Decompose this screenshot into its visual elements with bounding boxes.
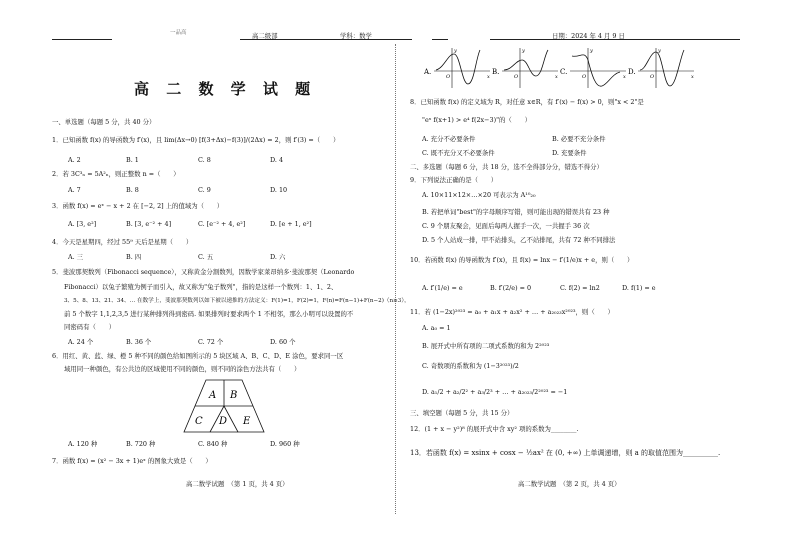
svg-text:B.: B. — [492, 68, 500, 76]
q2-option-b: B. 8 — [126, 186, 139, 194]
svg-text:O: O — [582, 74, 587, 80]
svg-text:A.: A. — [424, 68, 432, 76]
q4-option-b: B. 四 — [126, 253, 142, 261]
section-2-heading: 二、多选题（每题 6 分，共 18 分，选不全得部分分，错选不得分） — [410, 163, 603, 171]
q6-line-2: 域用同一种颜色，有公共边的区域使用不同的颜色，则不同的涂色方法共有（ ） — [64, 365, 301, 373]
q5-option-c: C. 72 个 — [198, 338, 224, 346]
q1-option-b: B. 1 — [126, 156, 139, 164]
q4-option-d: D. 六 — [270, 253, 286, 261]
q3-option-b: B. [3, e⁻² + 4] — [126, 220, 172, 228]
q3-text: 3．函数 f(x) = eˣ − x + 2 在 [−2, 2] 上的值域为（ ） — [52, 202, 224, 210]
q4-option-a: A. 三 — [68, 253, 84, 261]
svg-text:x: x — [555, 74, 558, 80]
q6-line-1: 6．用红、黄、蓝、绿、橙 5 种不同的颜色给如图所示的 5 块区域 A、B、C、D、E 涂色，要求同一区 — [52, 352, 344, 360]
q5-option-b: B. 36 个 — [126, 338, 152, 346]
q11-option-d: D. a₁/2 + a₂/2² + a₃/2³ + … + a₂₀₂₃/2²⁰²³ = −1 — [422, 388, 568, 396]
header-date: 日期：2024 年 4 月 9 日 — [552, 32, 625, 40]
section-1-heading: 一、单选题（每题 5 分，共 40 分） — [52, 118, 156, 126]
q11-option-b: B. 展开式中所有项的二项式系数的和为 2²⁰²³ — [422, 342, 550, 350]
column-divider — [395, 44, 396, 514]
svg-text:D.: D. — [628, 68, 636, 76]
q5-line-5: 同密码有（ ） — [64, 323, 116, 331]
svg-text:y: y — [658, 48, 661, 54]
q2-option-a: A. 7 — [68, 186, 81, 194]
q7-graph-c — [560, 46, 630, 90]
region-c-label: C — [195, 416, 203, 427]
q3-option-d: D. [e + 1, e²] — [270, 220, 312, 228]
q8-option-a: A. 充分不必要条件 — [422, 135, 476, 143]
q12-text: 12．(1 + x − y²)⁸ 的展开式中含 xy² 项的系数为________. — [410, 425, 579, 433]
left-footer: 高二数学试题 （第 1 页，共 4 页） — [186, 480, 289, 488]
q8-line-2: "eˣ f(x+1) > e⁴ f(2x−3)"的（ ） — [422, 116, 531, 124]
q7-graph-b — [492, 46, 562, 90]
q5-line-1: 5．斐波那契数列（Fibonacci sequence），又称黄金分割数列，因数学家莱昂纳多·斐波那契（Leonardo — [52, 268, 355, 276]
svg-text:O: O — [514, 74, 519, 80]
q5-option-a: A. 24 个 — [68, 338, 94, 346]
page-title: 高 二 数 学 试 题 — [134, 80, 317, 98]
q10-option-c: C. f(2) = ln2 — [560, 284, 600, 292]
svg-text:O: O — [650, 74, 655, 80]
q1-text: 1．已知函数 f(x) 的导函数为 f′(x)，且 lim(Δx→0) [f(3+Δx)−f(3)]/(2Δx) = 2，则 f′(3) =（ ） — [52, 136, 340, 144]
svg-text:y: y — [454, 48, 457, 54]
region-diagram — [182, 378, 266, 434]
q8-line-1: 8．已知函数 f(x) 的定义域为 R，对任意 x∈R，有 f′(x) − f(x) > 0，则"x < 2"是 — [410, 98, 644, 106]
q2-option-d: D. 10 — [270, 186, 288, 194]
svg-text:x: x — [623, 74, 626, 80]
q5-option-d: D. 60 个 — [270, 338, 296, 346]
region-b-label: B — [230, 390, 238, 401]
q7-graph-a — [424, 46, 494, 90]
svg-text:x: x — [487, 74, 490, 80]
q6-option-d: D. 960 种 — [270, 440, 300, 448]
q9-text: 9．下列说法正确的是（ ） — [410, 176, 498, 184]
svg-text:y: y — [590, 48, 593, 54]
q10-option-d: D. f(1) = e — [622, 284, 656, 292]
region-d-label: D — [219, 416, 228, 427]
q9-option-b: B. 若把单词"best"的字母顺序写错，则可能出现的错误共有 23 种 — [422, 208, 610, 216]
region-e-label: E — [243, 416, 251, 427]
q1-option-a: A. 2 — [68, 156, 81, 164]
q11-text: 11．若 (1−2x)²⁰²³ = a₀ + a₁x + a₂x² + … + a₂₀₂₃x²⁰²³，则（ ） — [410, 308, 614, 316]
region-a-label: A — [209, 390, 217, 401]
q11-option-a: A. a₀ = 1 — [422, 324, 451, 332]
right-footer: 高二数学试题 （第 2 页，共 4 页） — [518, 480, 621, 488]
q3-option-a: A. [3, e²] — [68, 220, 97, 228]
q2-option-c: C. 9 — [198, 186, 211, 194]
svg-text:O: O — [446, 74, 451, 80]
q10-option-a: A. f′(1/e) = e — [422, 284, 463, 292]
q7-text: 7．函数 f(x) = (x² − 3x + 1)eˣ 的图象大致是（ ） — [52, 457, 212, 465]
svg-text:y: y — [522, 48, 525, 54]
q9-option-c: C. 9 个朋友聚会，见面后每两人握手一次，一共握手 36 次 — [422, 222, 590, 230]
q2-text: 2．若 3C³ₙ = 5A²ₙ，则正整数 n =（ ） — [52, 170, 180, 178]
q3-option-c: C. [e⁻² + 4, e²] — [198, 220, 246, 228]
q7-graph-d — [628, 46, 698, 90]
header-grade: 高二级部 — [252, 32, 278, 40]
q6-option-a: A. 120 种 — [68, 440, 98, 448]
q10-text: 10．若函数 f(x) 的导函数为 f′(x)，且 f(x) = lnx − f′(1/e)x + e，则（ ） — [410, 256, 634, 264]
q6-option-b: B. 720 种 — [126, 440, 156, 448]
q10-option-b: B. f′(2/e) = 0 — [490, 284, 532, 292]
q1-option-d: D. 4 — [270, 156, 284, 164]
q9-option-a: A. 10×11×12×…×20 可表示为 A¹⁰₂₀ — [422, 191, 536, 199]
q5-line-2: Fibonacci）以兔子繁殖为例子而引入，故又称为"兔子数列"，指的是这样一个数列：1、1、2、 — [64, 283, 338, 291]
q8-option-c: C. 既不充分又不必要条件 — [422, 149, 495, 157]
q8-option-b: B. 必要不充分条件 — [552, 135, 606, 143]
q5-line-4: 前 5 个数字 1,1,2,3,5 进行某种排列得到密码. 如果排列时要求两个 1 不相邻，那么小明可以设置的不 — [64, 310, 354, 318]
q5-line-3: 3、5、8、13、21、34、… 在数学上，斐波那契数列以如下被以递推的方法定义：F(1)=1，F(2)=1，F(n)=F(n−1)+F(n−2)（n≥3）， — [64, 298, 410, 304]
q13-text: 13．若函数 f(x) = xsinx + cosx − ½ax² 在 (0, +∞) 上单调递增，则 a 的取值范围为__________. — [410, 449, 721, 457]
q9-option-d: D. 5 个人站成一排，甲不站排头，乙不站排尾，共有 72 种不同排法 — [422, 236, 616, 244]
header-subject: 学科：数学 — [340, 32, 372, 40]
q8-option-d: D. 充要条件 — [552, 149, 587, 157]
svg-text:x: x — [691, 74, 694, 80]
svg-text:C.: C. — [560, 68, 568, 76]
header-stamp: 一品高 — [170, 30, 187, 36]
q11-option-c: C. 奇数项的系数和为 (1−3²⁰²³)/2 — [422, 362, 519, 370]
q1-option-c: C. 8 — [198, 156, 211, 164]
q4-text: 4．今天是星期四，经过 55⁹ 天后是星期（ ） — [52, 238, 193, 246]
q4-option-c: C. 五 — [198, 253, 214, 261]
q6-option-c: C. 840 种 — [198, 440, 228, 448]
section-3-heading: 三、填空题（每题 5 分，共 15 分） — [410, 409, 514, 417]
